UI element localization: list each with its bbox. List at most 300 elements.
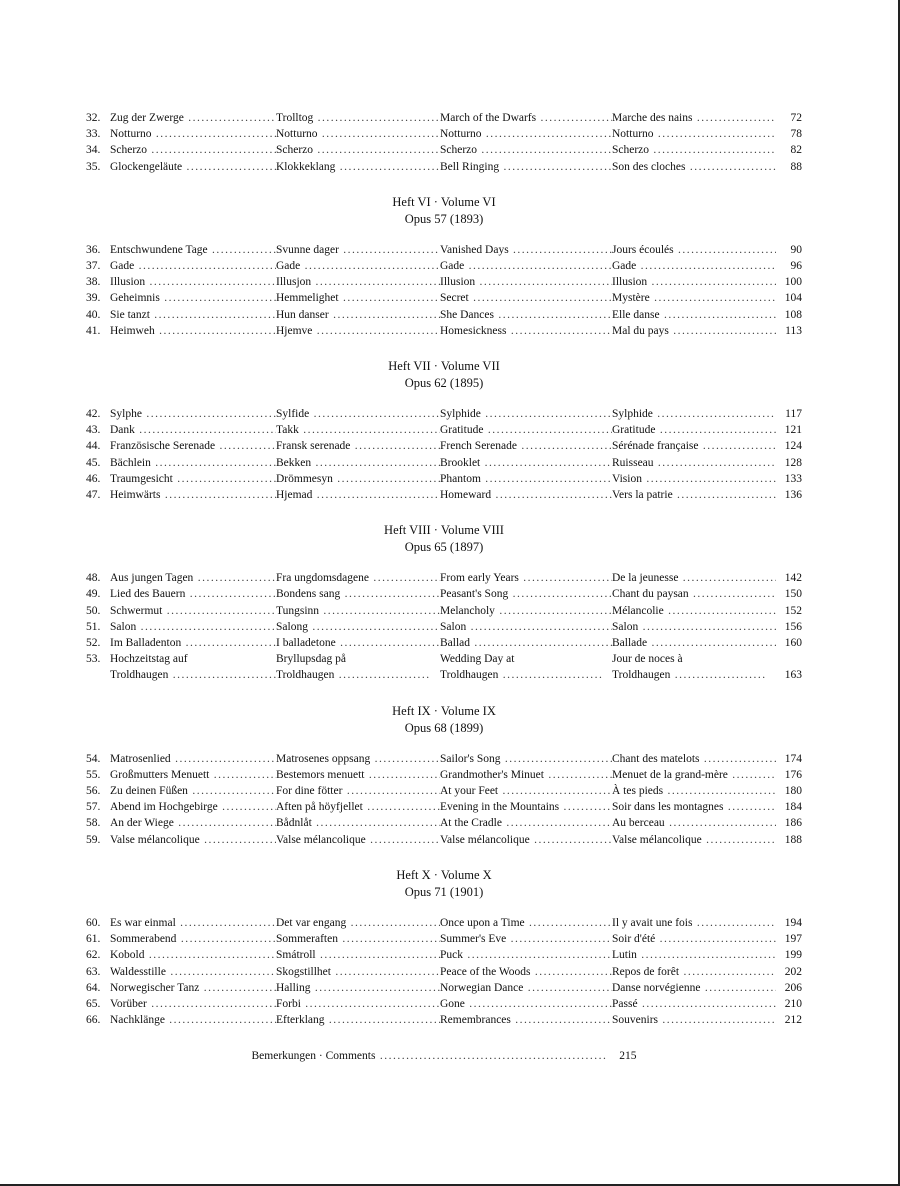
french-title-cont: Troldhaugen ..... (612, 667, 766, 683)
german-title-cell (86, 799, 276, 815)
norwegian-title: Skogstillhet ..... (276, 964, 440, 980)
entry-number: 36. (86, 243, 101, 256)
page-number: 150 (784, 588, 802, 601)
entry-number: 48. (86, 572, 101, 585)
german-title: Französische Serenade ..... (110, 438, 276, 454)
german-title: Es war einmal ..... (110, 915, 276, 931)
german-title-cell (86, 619, 276, 635)
toc-entry[interactable] (86, 635, 802, 651)
remarks-page-number: 215 (619, 1050, 637, 1063)
toc-entry[interactable] (86, 274, 802, 290)
french-title: Jours écoulés ..... (612, 242, 776, 258)
french-title: Gratitude ..... (612, 422, 776, 438)
page-number: 156 (784, 620, 802, 633)
german-title: An der Wiege ..... (110, 815, 276, 831)
french-title: Sylphide ..... (612, 406, 776, 422)
entry-number: 52. (86, 637, 101, 650)
toc-entry[interactable] (86, 783, 802, 799)
entry-number: 57. (86, 801, 101, 814)
german-title-cell (86, 980, 276, 996)
entry-number: 63. (86, 965, 101, 978)
toc-entry[interactable] (86, 455, 802, 471)
german-title-cell (86, 1012, 276, 1028)
german-title-cell (86, 947, 276, 963)
norwegian-title: Drömmesyn ..... (276, 471, 440, 487)
english-title: Valse mélancolique ..... (440, 832, 612, 848)
page-number: 202 (784, 965, 802, 978)
toc-entry[interactable] (86, 832, 802, 848)
volume-title: Heft IX · Volume IX (392, 703, 496, 718)
french-title: Soir d'été ..... (612, 931, 776, 947)
toc-entry[interactable] (86, 931, 802, 947)
german-title-cell (86, 142, 276, 158)
english-title: Gade ..... (440, 258, 612, 274)
english-title: Homeward ..... (440, 487, 612, 503)
german-title-cell (86, 258, 276, 274)
french-title: Gade ..... (612, 258, 776, 274)
norwegian-title-cont: Troldhaugen ..... (276, 667, 430, 683)
english-title: Wedding Day at (440, 653, 515, 666)
page-number: 184 (784, 801, 802, 814)
english-title: Scherzo ..... (440, 142, 612, 158)
page-number: 199 (784, 949, 802, 962)
volume-title: Heft VIII · Volume VIII (384, 523, 504, 538)
german-title: Zug der Zwerge ..... (110, 110, 276, 126)
toc-entry[interactable] (86, 570, 802, 586)
entry-number: 49. (86, 588, 101, 601)
page-number: 174 (784, 752, 802, 765)
german-title: Notturno ..... (110, 126, 276, 142)
german-title: Sommerabend ..... (110, 931, 276, 947)
german-title: Vorüber ..... (110, 996, 276, 1012)
french-title: Mal du pays ..... (612, 323, 776, 339)
toc-entry[interactable] (86, 406, 802, 422)
german-title-cell (86, 783, 276, 799)
english-title: Puck ..... (440, 947, 612, 963)
page-number: 113 (785, 324, 802, 337)
entry-number: 35. (86, 160, 101, 173)
norwegian-title: Matrosenes oppsang ..... (276, 751, 440, 767)
french-title: Passé ..... (612, 996, 776, 1012)
section (86, 110, 802, 175)
toc-entry[interactable] (86, 651, 802, 683)
french-title: Scherzo ..... (612, 142, 776, 158)
page-number: 142 (784, 572, 802, 585)
french-title: Salon ..... (612, 619, 776, 635)
french-title: Menuet de la grand-mère ..... (612, 767, 776, 783)
english-title: French Serenade ..... (440, 438, 612, 454)
german-title: Sylphe ..... (110, 406, 276, 422)
german-title: Entschwundene Tage ..... (110, 242, 276, 258)
entry-number: 56. (86, 785, 101, 798)
toc-entry[interactable] (86, 142, 802, 158)
page-number: 133 (784, 472, 802, 485)
norwegian-title: Halling ..... (276, 980, 440, 996)
entry-number: 62. (86, 949, 101, 962)
toc-entry[interactable] (86, 126, 802, 142)
french-title: Chant des matelots ..... (612, 751, 776, 767)
entry-number: 58. (86, 817, 101, 830)
german-title-cell (86, 290, 276, 306)
norwegian-title: Sylfide ..... (276, 406, 440, 422)
remarks-label: Bemerkungen · Comments ..... (252, 1050, 607, 1062)
norwegian-title: Tungsinn ..... (276, 603, 440, 619)
german-title-cell (86, 422, 276, 438)
english-title: Gone ..... (440, 996, 612, 1012)
french-title: Mystère ..... (612, 290, 776, 306)
german-title-cell (86, 651, 276, 683)
german-title: Aus jungen Tagen ..... (110, 570, 276, 586)
section-heading (86, 194, 802, 228)
french-title: Vision ..... (612, 471, 776, 487)
french-title: Mélancolie ..... (612, 603, 776, 619)
norwegian-title: Bestemors menuett ..... (276, 767, 440, 783)
page-number: 197 (784, 933, 802, 946)
page-number: 163 (784, 669, 802, 682)
norwegian-title: Trolltog ..... (276, 110, 440, 126)
english-title: Sylphide ..... (440, 406, 612, 422)
toc-entry[interactable] (86, 799, 802, 815)
page-number: 90 (790, 243, 802, 256)
page-number: 188 (784, 833, 802, 846)
french-title: Soir dans les montagnes ..... (612, 799, 776, 815)
english-title: Melancholy ..... (440, 603, 612, 619)
english-title: Notturno ..... (440, 126, 612, 142)
english-title: March of the Dwarfs ..... (440, 110, 612, 126)
english-title: Remembrances ..... (440, 1012, 612, 1028)
volume-title: Heft VI · Volume VI (392, 194, 496, 209)
norwegian-title: Bryllupsdag på (276, 653, 346, 666)
volume-title: Heft VII · Volume VII (388, 359, 500, 374)
table-of-contents (86, 110, 802, 1062)
section-heading (86, 358, 802, 392)
german-title: Zu deinen Füßen ..... (110, 783, 276, 799)
german-title: Abend im Hochgebirge ..... (110, 799, 276, 815)
norwegian-title: Hjemad ..... (276, 487, 440, 503)
english-title: Once upon a Time ..... (440, 915, 612, 931)
section (86, 867, 802, 1028)
german-title: Gade ..... (110, 258, 276, 274)
norwegian-title: Fra ungdomsdagene ..... (276, 570, 440, 586)
entry-number: 61. (86, 933, 101, 946)
norwegian-title: Bekken ..... (276, 455, 440, 471)
toc-entry[interactable] (86, 487, 802, 503)
french-title: Marche des nains ..... (612, 110, 776, 126)
french-title: Sérénade française ..... (612, 438, 776, 454)
volume-title: Heft X · Volume X (396, 867, 492, 882)
norwegian-title: Takk ..... (276, 422, 440, 438)
norwegian-title: Scherzo ..... (276, 142, 440, 158)
entry-number: 41. (86, 324, 101, 337)
toc-entry[interactable] (86, 242, 802, 258)
german-title-cell (86, 915, 276, 931)
german-title-cell (86, 832, 276, 848)
norwegian-title: Hjemve ..... (276, 323, 440, 339)
english-title: Homesickness ..... (440, 323, 612, 339)
german-title: Waldesstille ..... (110, 964, 276, 980)
page-number: 206 (784, 981, 802, 994)
page-number: 117 (785, 408, 802, 421)
german-title: Im Balladenton ..... (110, 635, 276, 651)
entry-number: 45. (86, 456, 101, 469)
toc-entry[interactable] (86, 751, 802, 767)
entry-number: 38. (86, 276, 101, 289)
section-heading (86, 867, 802, 901)
section (86, 703, 802, 848)
page-number: 160 (784, 637, 802, 650)
norwegian-title: I balladetone ..... (276, 635, 440, 651)
opus-label: Opus 65 (1897) (404, 540, 484, 555)
norwegian-title: Det var engang ..... (276, 915, 440, 931)
german-title: Traumgesicht ..... (110, 471, 276, 487)
entry-number: 43. (86, 424, 101, 437)
toc-entry[interactable] (86, 964, 802, 980)
norwegian-title: Forbi ..... (276, 996, 440, 1012)
toc-entry[interactable] (86, 307, 802, 323)
toc-entry[interactable] (86, 438, 802, 454)
german-title-cell (86, 323, 276, 339)
section-heading (86, 522, 802, 556)
entry-number: 54. (86, 752, 101, 765)
norwegian-title: Aften på höyfjellet ..... (276, 799, 440, 815)
english-title: Sailor's Song ..... (440, 751, 612, 767)
entry-number: 44. (86, 440, 101, 453)
section (86, 194, 802, 339)
toc-entry[interactable] (86, 915, 802, 931)
norwegian-title: Notturno ..... (276, 126, 440, 142)
toc-entry[interactable] (86, 815, 802, 831)
entry-number: 33. (86, 128, 101, 141)
english-title: Vanished Days ..... (440, 242, 612, 258)
section (86, 358, 802, 503)
toc-entry[interactable] (86, 422, 802, 438)
german-title-cell (86, 438, 276, 454)
norwegian-title: Fransk serenade ..... (276, 438, 440, 454)
german-title-cell (86, 126, 276, 142)
page-number: 186 (784, 817, 802, 830)
toc-entry[interactable] (86, 996, 802, 1012)
french-title: Jour de noces à (612, 653, 683, 666)
opus-label: Opus 71 (1901) (404, 884, 484, 899)
german-title-cell (86, 603, 276, 619)
german-title: Illusion ..... (110, 274, 276, 290)
page-number: 194 (784, 916, 802, 929)
german-title: Glockengeläute ..... (110, 159, 276, 175)
french-title: À tes pieds ..... (612, 783, 776, 799)
english-title: She Dances ..... (440, 307, 612, 323)
french-title: Il y avait une fois ..... (612, 915, 776, 931)
english-title: From early Years ..... (440, 570, 612, 586)
page-number: 108 (784, 308, 802, 321)
norwegian-title: Bådnlåt ..... (276, 815, 440, 831)
page-number: 128 (784, 456, 802, 469)
entry-number: 42. (86, 408, 101, 421)
english-title: Peace of the Woods ..... (440, 964, 612, 980)
french-title: Au berceau ..... (612, 815, 776, 831)
norwegian-title: Klokkeklang ..... (276, 159, 440, 175)
norwegian-title: Salong ..... (276, 619, 440, 635)
toc-entry[interactable] (86, 323, 802, 339)
toc-entry[interactable] (86, 947, 802, 963)
english-title: Bell Ringing ..... (440, 159, 612, 175)
remarks-entry[interactable] (86, 1050, 802, 1062)
french-title: Repos de forêt ..... (612, 964, 776, 980)
english-title: Peasant's Song ..... (440, 586, 612, 602)
page-number: 100 (784, 276, 802, 289)
german-title: Kobold ..... (110, 947, 276, 963)
page-number: 82 (790, 144, 802, 157)
german-title-cell (86, 586, 276, 602)
german-title-cell (86, 964, 276, 980)
german-title: Norwegischer Tanz ..... (110, 980, 276, 996)
page-number: 152 (784, 604, 802, 617)
opus-label: Opus 62 (1895) (404, 376, 484, 391)
english-title: Brooklet ..... (440, 455, 612, 471)
german-title: Heimwärts ..... (110, 487, 276, 503)
entry-number: 55. (86, 768, 101, 781)
german-title-cell (86, 767, 276, 783)
opus-label: Opus 68 (1899) (404, 720, 484, 735)
german-title-cell (86, 110, 276, 126)
german-title-cell (86, 635, 276, 651)
french-title: Illusion ..... (612, 274, 776, 290)
opus-label: Opus 57 (1893) (404, 211, 484, 226)
english-title: At your Feet ..... (440, 783, 612, 799)
toc-entry[interactable] (86, 619, 802, 635)
page-number: 176 (784, 768, 802, 781)
toc-entry[interactable] (86, 586, 802, 602)
entry-number: 46. (86, 472, 101, 485)
page-number: 124 (784, 440, 802, 453)
norwegian-title-cell (276, 651, 440, 683)
toc-entry[interactable] (86, 258, 802, 274)
french-title: Elle danse ..... (612, 307, 776, 323)
german-title: Hochzeitstag auf (110, 653, 188, 666)
section-heading (86, 703, 802, 737)
english-title: Summer's Eve ..... (440, 931, 612, 947)
entry-number: 51. (86, 620, 101, 633)
german-title-cell (86, 406, 276, 422)
german-title-cell (86, 751, 276, 767)
french-title: Chant du paysan ..... (612, 586, 776, 602)
german-title-cell (86, 487, 276, 503)
entry-number: 39. (86, 292, 101, 305)
german-title-cont: Troldhaugen ..... (110, 667, 276, 683)
german-title: Salon ..... (110, 619, 276, 635)
entry-number: 60. (86, 916, 101, 929)
norwegian-title: Gade ..... (276, 258, 440, 274)
entry-number: 64. (86, 981, 101, 994)
english-title: Gratitude ..... (440, 422, 612, 438)
german-title-cell (86, 570, 276, 586)
german-title-cell (86, 159, 276, 175)
entry-number: 32. (86, 112, 101, 124)
german-title-cell (86, 455, 276, 471)
german-title-cell (86, 815, 276, 831)
german-title: Bächlein ..... (110, 455, 276, 471)
norwegian-title: For dine fötter ..... (276, 783, 440, 799)
french-title: Notturno ..... (612, 126, 776, 142)
english-title: Secret ..... (440, 290, 612, 306)
entry-number: 50. (86, 604, 101, 617)
page-number: 136 (784, 489, 802, 502)
page-number: 210 (784, 997, 802, 1010)
french-title: Souvenirs ..... (612, 1012, 776, 1028)
toc-entry[interactable] (86, 290, 802, 306)
german-title: Dank ..... (110, 422, 276, 438)
toc-entry[interactable] (86, 471, 802, 487)
norwegian-title: Hemmelighet ..... (276, 290, 440, 306)
norwegian-title: Sommeraften ..... (276, 931, 440, 947)
norwegian-title: Illusjon ..... (276, 274, 440, 290)
norwegian-title: Bondens sang ..... (276, 586, 440, 602)
entry-number: 40. (86, 308, 101, 321)
french-title: Ballade ..... (612, 635, 776, 651)
page-number: 88 (790, 160, 802, 173)
french-title: Son des cloches ..... (612, 159, 776, 175)
french-title: Ruisseau ..... (612, 455, 776, 471)
page-number: 96 (790, 260, 802, 273)
german-title-cell (86, 471, 276, 487)
page-number: 104 (784, 292, 802, 305)
english-title: Norwegian Dance ..... (440, 980, 612, 996)
norwegian-title: Valse mélancolique ..... (276, 832, 440, 848)
english-title: Salon ..... (440, 619, 612, 635)
english-title: Illusion ..... (440, 274, 612, 290)
page-number: 121 (784, 424, 802, 437)
french-title: Lutin ..... (612, 947, 776, 963)
entry-number: 65. (86, 997, 101, 1010)
page-number: 212 (784, 1014, 802, 1027)
german-title: Nachklänge ..... (110, 1012, 276, 1028)
german-title: Lied des Bauern ..... (110, 586, 276, 602)
english-title-cell (440, 651, 612, 683)
toc-entry[interactable] (86, 980, 802, 996)
norwegian-title: Hun danser ..... (276, 307, 440, 323)
german-title: Geheimnis ..... (110, 290, 276, 306)
toc-entry[interactable] (86, 603, 802, 619)
french-title: Vers la patrie ..... (612, 487, 776, 503)
german-title-cell (86, 931, 276, 947)
entry-number: 34. (86, 144, 101, 157)
english-title: Evening in the Mountains ..... (440, 799, 612, 815)
english-title: At the Cradle ..... (440, 815, 612, 831)
page-number: 72 (790, 112, 802, 124)
entry-number: 47. (86, 489, 101, 502)
german-title-cell (86, 307, 276, 323)
german-title: Sie tanzt ..... (110, 307, 276, 323)
german-title: Großmutters Menuett ..... (110, 767, 276, 783)
german-title-cell (86, 242, 276, 258)
french-title: Danse norvégienne ..... (612, 980, 776, 996)
german-title-cell (86, 996, 276, 1012)
norwegian-title: Efterklang ..... (276, 1012, 440, 1028)
english-title: Grandmother's Minuet ..... (440, 767, 612, 783)
toc-entry[interactable] (86, 110, 802, 126)
toc-entry[interactable] (86, 767, 802, 783)
french-title-cell (612, 651, 776, 683)
entry-number: 37. (86, 260, 101, 273)
toc-entry[interactable] (86, 1012, 802, 1028)
toc-entry[interactable] (86, 159, 802, 175)
german-title-cell (86, 274, 276, 290)
section (86, 522, 802, 683)
english-title: Phantom ..... (440, 471, 612, 487)
norwegian-title: Svunne dager ..... (276, 242, 440, 258)
german-title: Heimweh ..... (110, 323, 276, 339)
english-title: Ballad ..... (440, 635, 612, 651)
german-title: Valse mélancolique ..... (110, 832, 276, 848)
